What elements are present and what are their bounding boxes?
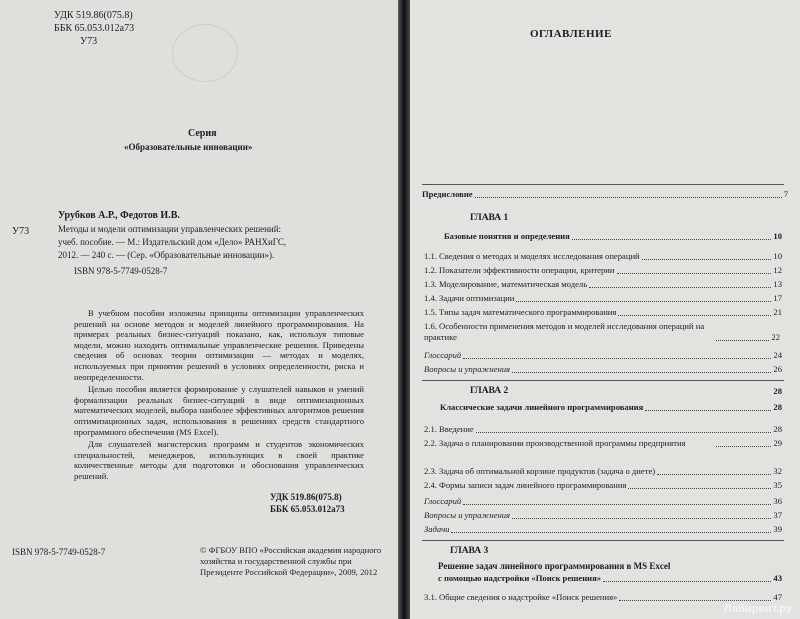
right-page (410, 0, 800, 619)
toc-item-3-1[interactable]: 3.1. Общие сведения о надстройке «Поиск решения» 47 (424, 592, 782, 602)
bbk-top: ББК 65.053.012а73 (54, 23, 135, 34)
emblem-watermark (172, 24, 238, 82)
chapter-2-label: ГЛАВА 2 28 (470, 386, 782, 396)
bib-line-3: 2012. — 240 с. — (Сер. «Образовательные инновации»). (58, 250, 275, 260)
toc-title: ОГЛАВЛЕНИЕ (530, 28, 612, 40)
imprint: © ФГБОУ ВПО «Российская академия народного хозяйства и государственной службы при Президенте Российской Федерации», 2009, 2012 (200, 545, 382, 577)
bib-line-1: Методы и модели оптимизации управленческих решений: (58, 224, 282, 234)
chapter-2-title[interactable]: Классические задачи линейного программирования 28 (440, 402, 782, 412)
separator (422, 540, 784, 541)
toc-glossary-1[interactable]: Глоссарий 24 (424, 350, 782, 360)
toc-item-2-1[interactable]: 2.1. Введение 28 (424, 424, 782, 434)
toc-tasks-2[interactable]: Задачи 39 (424, 524, 782, 534)
book-gutter (398, 0, 410, 619)
toc-item-1-3[interactable]: 1.3. Моделирование, математическая модель 13 (424, 279, 782, 289)
toc-questions-2[interactable]: Вопросы и упражнения 37 (424, 510, 782, 520)
chapter-1-title[interactable]: Базовые понятия и определения 10 (444, 231, 782, 241)
toc-glossary-2[interactable]: Глоссарий 36 (424, 496, 782, 506)
chapter-3-title-line-1: Решение задач линейного программирования в MS Excel (438, 561, 671, 571)
annotation-paragraph-2: Целью пособия является формирование у слушателей навыков и умений формализации реальных бизнес-ситуаций в виде оптимизационных математических моделей, выбора наиболее эффективных алгоритмов решения оптимизационных задач, использования в решениях средств стандартного программного обеспечения (MS Excel). (74, 384, 364, 437)
toc-preface[interactable]: Предисловие 7 (422, 189, 788, 199)
site-watermark: Лабиринт.ру (724, 603, 792, 615)
authors: Урубков А.Р., Федотов И.В. (58, 210, 180, 221)
bbk-bottom: ББК 65.053.012а73 (270, 504, 345, 514)
separator (422, 184, 784, 185)
annotation-paragraph-3: Для слушателей магистерских программ и студентов экономических специальностей, менеджеров, использующих в своей практике количественные методы для подготовки и обоснования управленческих решений. (74, 439, 364, 481)
toc-item-1-2[interactable]: 1.2. Показатели эффективности операции, критерии 12 (424, 265, 782, 275)
udk-top: УДК 519.86(075.8) (54, 10, 133, 21)
toc-questions-1[interactable]: Вопросы и упражнения 26 (424, 364, 782, 374)
left-page (0, 0, 398, 619)
isbn-bottom: ISBN 978-5-7749-0528-7 (12, 547, 106, 557)
toc-item-1-6[interactable]: 1.6. Особенности применения методов и моделей исследования операций на практике 22 (424, 321, 780, 342)
toc-item-2-2[interactable]: 2.2. Задача о планировании производственной программы предприятия 29 (424, 438, 782, 448)
toc-item-2-4[interactable]: 2.4. Формы записи задач линейного программирования 35 (424, 480, 782, 490)
code-top: У73 (80, 36, 98, 47)
chapter-3-label: ГЛАВА 3 (450, 546, 489, 556)
toc-item-1-4[interactable]: 1.4. Задачи оптимизации 17 (424, 293, 782, 303)
annotation (74, 308, 364, 484)
annotation-paragraph-1: В учебном пособии изложены принципы оптимизации управленческих решений на основе методов и моделей линейного программирования. На примерах реальных бизнес-ситуаций показано, как, используя типовые модели, можно находить оптимальные управленческие решения. Приведены сведения об основах теории оптимизации — методах и моделях, используемых при принятии решений в условиях определенности, риска и неопределенности. (74, 308, 364, 382)
series-name: «Образовательные инновации» (124, 142, 253, 152)
bib-line-2: учеб. пособие. — М.: Издательский дом «Дело» РАНХиГС, (58, 237, 287, 247)
chapter-1-label: ГЛАВА 1 (470, 213, 509, 223)
isbn-top: ISBN 978-5-7749-0528-7 (74, 266, 168, 276)
chapter-3-title[interactable]: с помощью надстройки «Поиск решения» 43 (438, 573, 782, 583)
toc-item-2-3[interactable]: 2.3. Задача об оптимальной корзине продуктов (задача о диете) 32 (424, 466, 782, 476)
library-code: У73 (12, 226, 30, 237)
separator (422, 380, 784, 381)
series-label: Серия (188, 128, 217, 139)
toc-item-1-1[interactable]: 1.1. Сведения о методах и моделях исследования операций 10 (424, 251, 782, 261)
toc-item-1-5[interactable]: 1.5. Типы задач математического программирования 21 (424, 307, 782, 317)
udk-bottom: УДК 519.86(075.8) (270, 492, 342, 502)
